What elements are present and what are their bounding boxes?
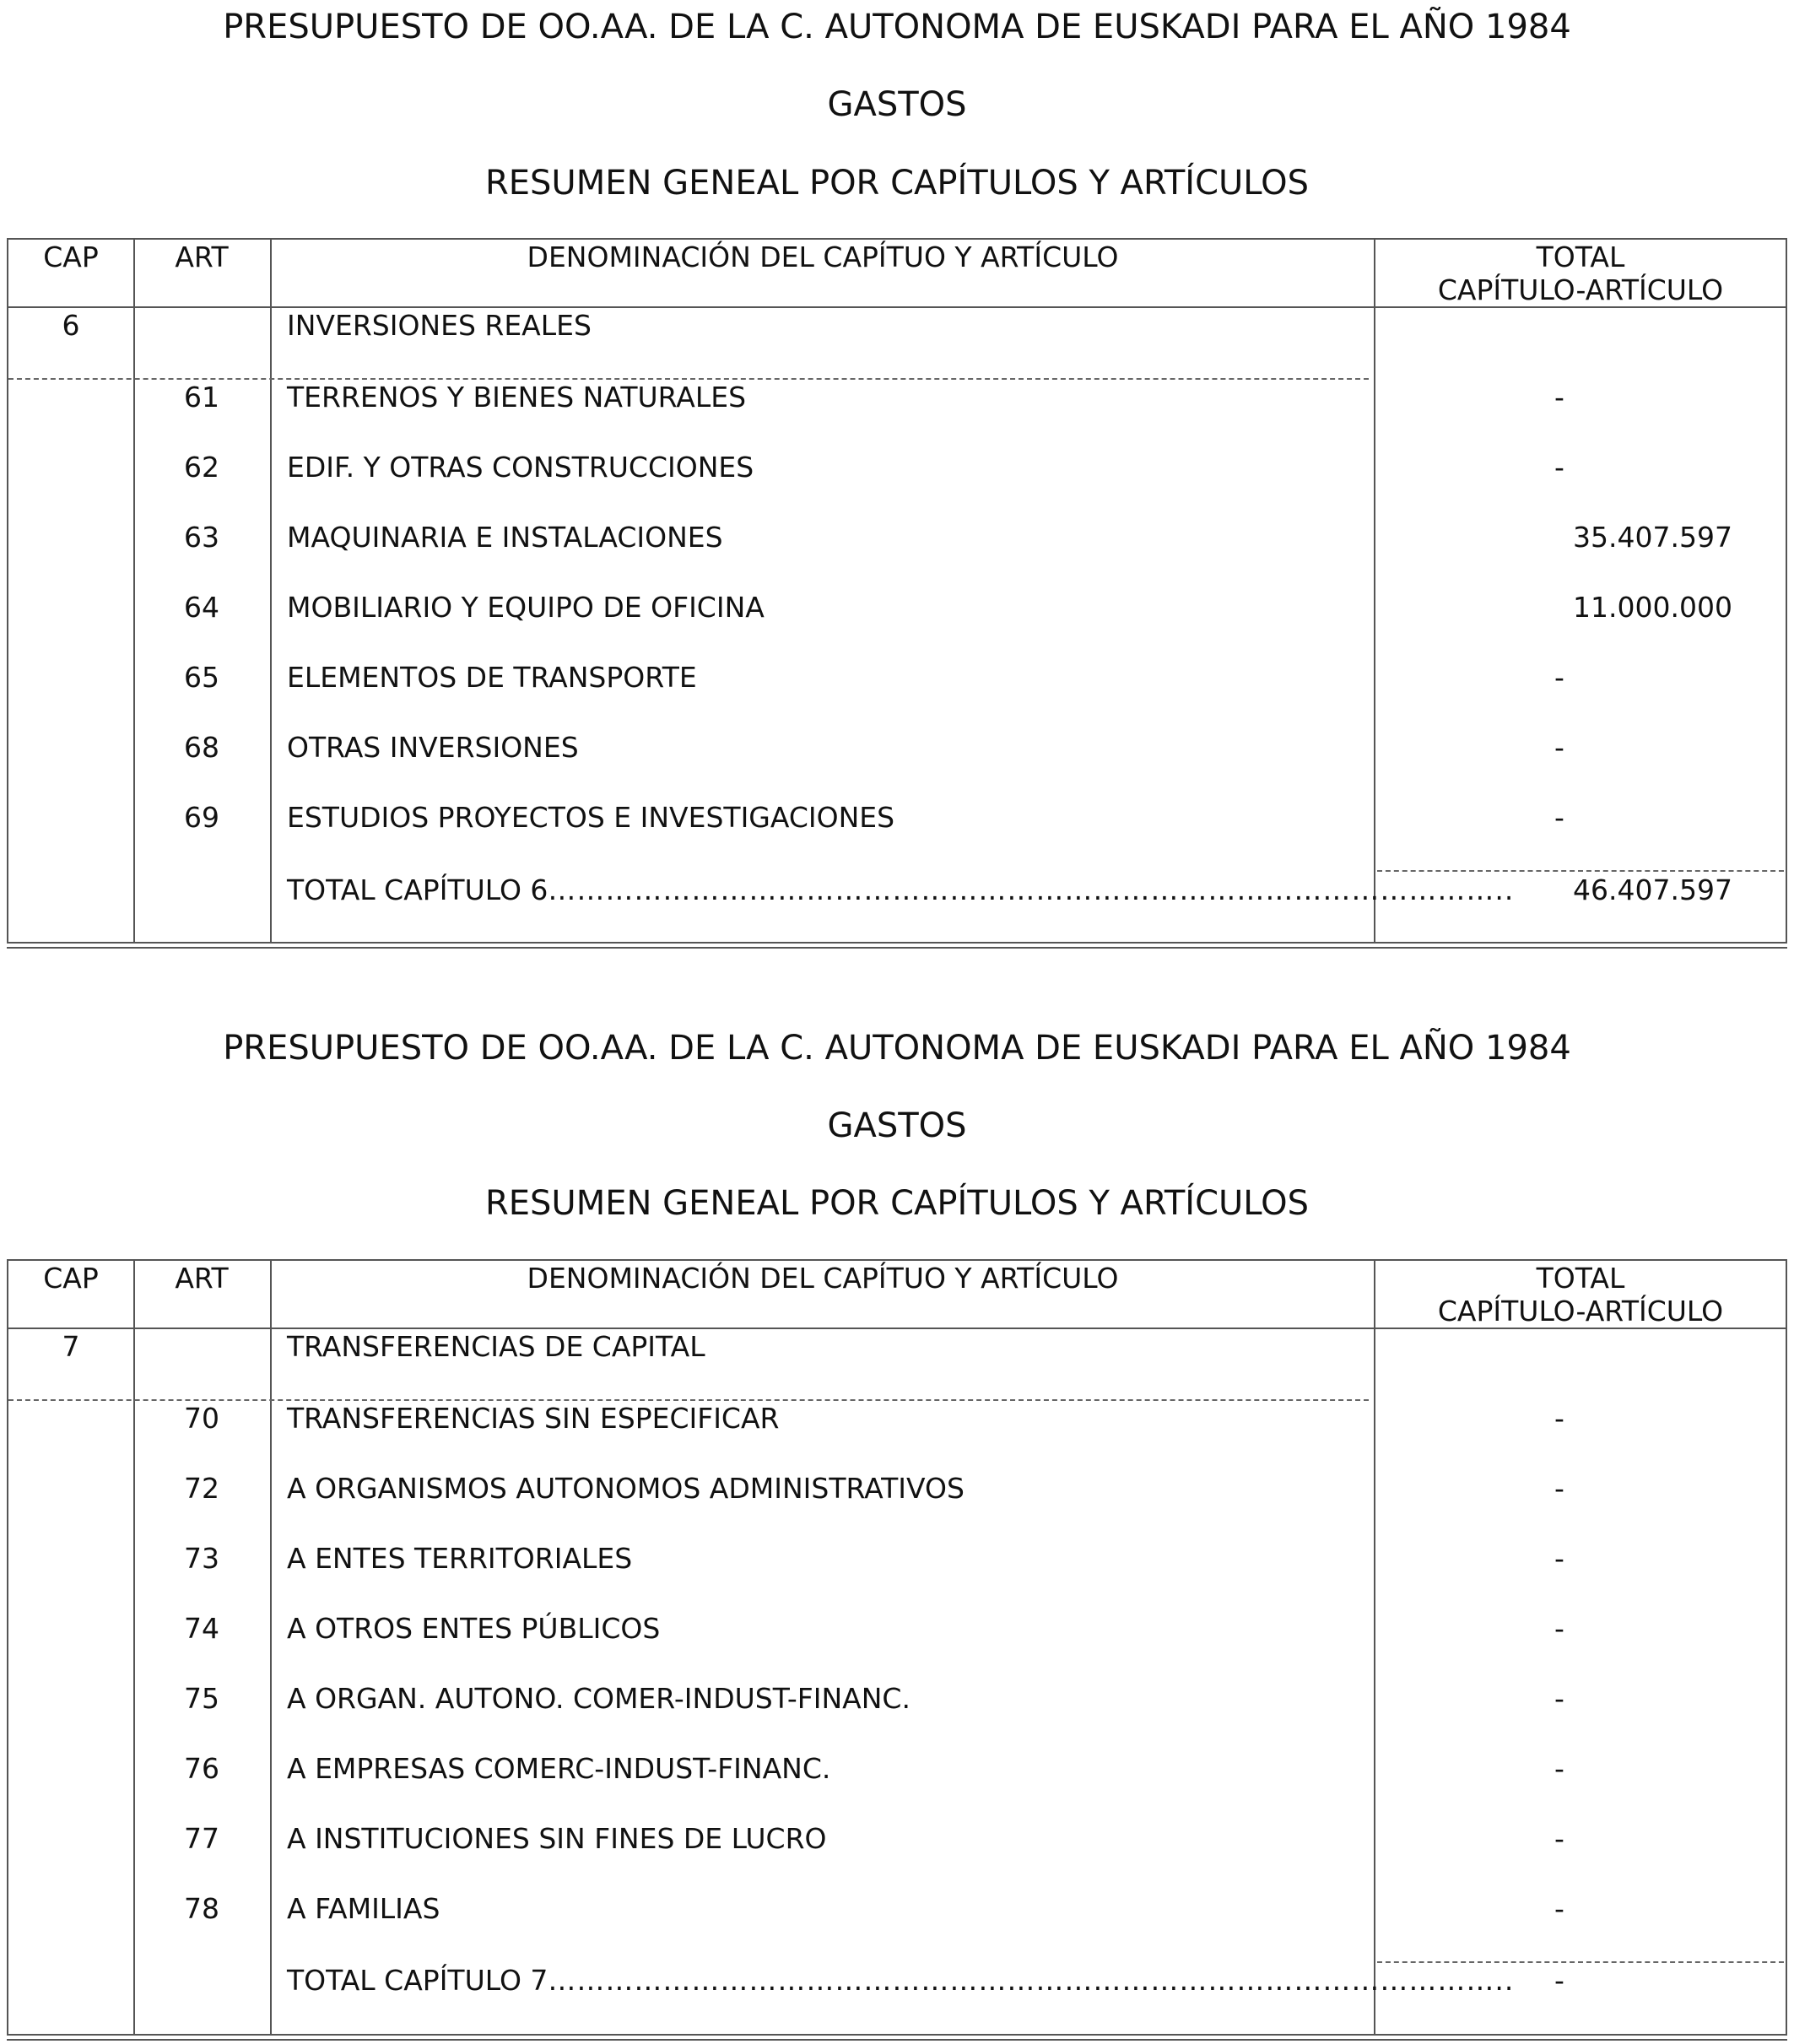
total-separator <box>1377 1961 1784 1963</box>
table-right-border <box>1786 1259 1787 2036</box>
article-number: 78 <box>184 1892 219 1925</box>
chapter-separator <box>8 1399 1369 1401</box>
article-number: 72 <box>184 1472 219 1505</box>
document-subtitle: GASTOS <box>827 1106 967 1145</box>
header-denominacion: DENOMINACIÓN DEL CAPÍTUO Y ARTÍCULO <box>527 1262 1119 1295</box>
article-number: 64 <box>184 591 219 624</box>
chapter-name: INVERSIONES REALES <box>287 309 592 342</box>
article-amount: - <box>1554 381 1564 414</box>
header-cap: CAP <box>43 1262 99 1295</box>
header-bottom-border <box>7 306 1787 308</box>
article-number: 76 <box>184 1752 219 1785</box>
total-label-text: TOTAL CAPÍTULO 7 <box>287 1964 548 1997</box>
chapter-total-label <box>287 1964 1515 1997</box>
header-cap: CAP <box>43 241 99 273</box>
article-name: TERRENOS Y BIENES NATURALES <box>287 381 747 414</box>
header-total-line1: TOTAL <box>1536 241 1625 273</box>
document-title: PRESUPUESTO DE OO.AA. DE LA C. AUTONOMA DE EUSKADI PARA EL AÑO 1984 <box>223 8 1571 46</box>
article-amount: - <box>1554 801 1564 834</box>
table-top-border <box>7 238 1787 240</box>
article-amount: 35.407.597 <box>1573 521 1732 554</box>
header-bottom-border <box>7 1328 1787 1329</box>
article-number: 75 <box>184 1682 219 1715</box>
document-subtitle-2: RESUMEN GENEAL POR CAPÍTULOS Y ARTÍCULOS <box>484 1184 1310 1223</box>
chapter-number: 7 <box>62 1330 80 1363</box>
article-number: 68 <box>184 731 219 764</box>
article-amount: - <box>1554 1612 1564 1645</box>
chapter-name: TRANSFERENCIAS DE CAPITAL <box>287 1330 705 1363</box>
article-name: ESTUDIOS PROYECTOS E INVESTIGACIONES <box>287 801 895 834</box>
article-amount: - <box>1554 1822 1564 1855</box>
header-total-line2: CAPÍTULO-ARTÍCULO <box>1437 1295 1724 1328</box>
article-name: ELEMENTOS DE TRANSPORTE <box>287 661 697 694</box>
header-total-line2: CAPÍTULO-ARTÍCULO <box>1437 273 1724 306</box>
table-left-border <box>7 1259 8 2036</box>
article-number: 70 <box>184 1402 219 1435</box>
article-number: 63 <box>184 521 219 554</box>
article-number: 74 <box>184 1612 219 1645</box>
article-name: TRANSFERENCIAS SIN ESPECIFICAR <box>287 1402 780 1435</box>
article-number: 65 <box>184 661 219 694</box>
leader-dots: ……………………………………………………………………………………….. <box>548 1964 1515 1997</box>
article-amount: - <box>1554 1892 1564 1925</box>
article-number: 62 <box>184 451 219 484</box>
article-number: 77 <box>184 1822 219 1855</box>
article-name: A INSTITUCIONES SIN FINES DE LUCRO <box>287 1822 827 1855</box>
table-bottom-border <box>7 942 1787 944</box>
column-divider <box>270 1259 272 2036</box>
total-separator <box>1377 870 1784 872</box>
article-name: A ORGAN. AUTONO. COMER-INDUST-FINANC. <box>287 1682 911 1715</box>
article-name: MOBILIARIO Y EQUIPO DE OFICINA <box>287 591 765 624</box>
document-subtitle-2: RESUMEN GENEAL POR CAPÍTULOS Y ARTÍCULOS <box>484 164 1310 203</box>
article-number: 69 <box>184 801 219 834</box>
column-divider <box>270 238 272 944</box>
chapter-total-amount: - <box>1554 1964 1564 1997</box>
chapter-number: 6 <box>62 309 80 342</box>
leader-dots: ……………………………………………………………………………………….. <box>548 873 1515 906</box>
article-name: OTRAS INVERSIONES <box>287 731 579 764</box>
table-bottom-double-border <box>7 947 1787 949</box>
article-name: A ORGANISMOS AUTONOMOS ADMINISTRATIVOS <box>287 1472 965 1505</box>
table-left-border <box>7 238 8 944</box>
article-amount: 11.000.000 <box>1573 591 1732 624</box>
document-subtitle: GASTOS <box>827 85 967 124</box>
header-art: ART <box>175 1262 229 1295</box>
column-divider <box>1374 1259 1375 2036</box>
chapter-total-label <box>287 873 1515 906</box>
header-total-line1: TOTAL <box>1536 1262 1625 1295</box>
document-title: PRESUPUESTO DE OO.AA. DE LA C. AUTONOMA DE EUSKADI PARA EL AÑO 1984 <box>223 1029 1571 1068</box>
article-amount: - <box>1554 661 1564 694</box>
article-name: A FAMILIAS <box>287 1892 440 1925</box>
header-art: ART <box>175 241 229 273</box>
table-bottom-double-border <box>7 2039 1787 2041</box>
chapter-total-amount: 46.407.597 <box>1573 873 1732 906</box>
table-top-border <box>7 1259 1787 1261</box>
article-amount: - <box>1554 1402 1564 1435</box>
article-amount: - <box>1554 451 1564 484</box>
total-label-text: TOTAL CAPÍTULO 6 <box>287 873 548 906</box>
article-name: A OTROS ENTES PÚBLICOS <box>287 1612 661 1645</box>
header-denominacion: DENOMINACIÓN DEL CAPÍTUO Y ARTÍCULO <box>527 241 1119 273</box>
column-divider <box>133 238 135 944</box>
article-amount: - <box>1554 731 1564 764</box>
table-bottom-border <box>7 2034 1787 2036</box>
article-name: EDIF. Y OTRAS CONSTRUCCIONES <box>287 451 754 484</box>
article-number: 61 <box>184 381 219 414</box>
article-number: 73 <box>184 1542 219 1575</box>
article-amount: - <box>1554 1682 1564 1715</box>
article-amount: - <box>1554 1752 1564 1785</box>
table-right-border <box>1786 238 1787 944</box>
chapter-separator <box>8 378 1369 380</box>
column-divider <box>1374 238 1375 944</box>
article-amount: - <box>1554 1472 1564 1505</box>
article-name: A ENTES TERRITORIALES <box>287 1542 633 1575</box>
article-name: A EMPRESAS COMERC-INDUST-FINANC. <box>287 1752 831 1785</box>
article-name: MAQUINARIA E INSTALACIONES <box>287 521 723 554</box>
article-amount: - <box>1554 1542 1564 1575</box>
